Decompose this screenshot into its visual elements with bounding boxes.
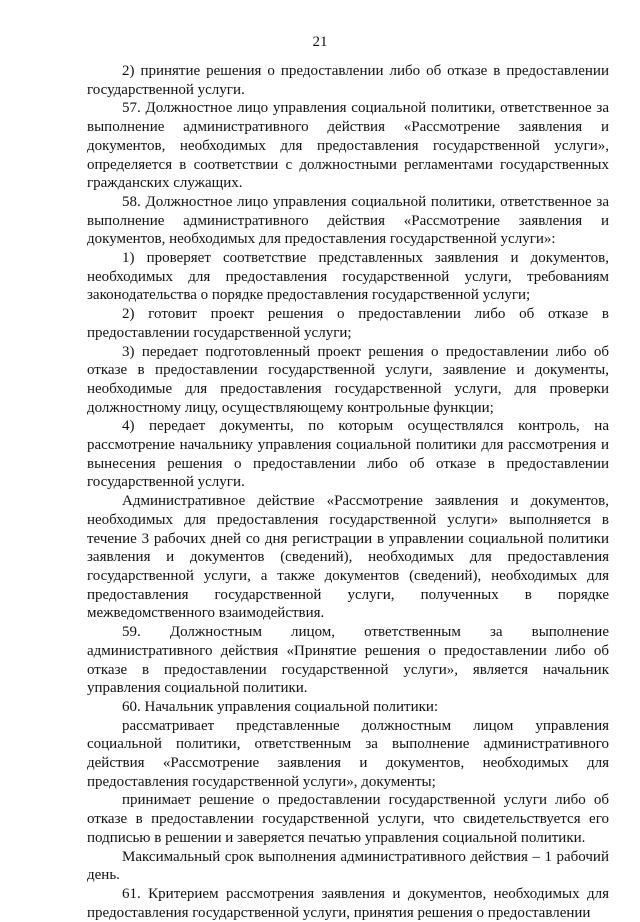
paragraph-58-item-4: 4) передает документы, по которым осуществлялся контроль, на рассмотрение начальнику управления социальной политики для рассмотрения и вынесения решения о предоставлении либо об отказе в предоставлении государственной услуги. — [87, 418, 609, 491]
page-number: 21 — [312, 34, 328, 50]
paragraph-item-2: 2) принятие решения о предоставлении либо об отказе в предоставлении государственной услуги. — [87, 63, 609, 98]
paragraph-60-reviews: рассматривает представленные должностным лицом управления социальной политики, ответственным за выполнение административного действия «Рассмотрение заявления и документов, необходимых для предоставления государственной услуги», документы; — [87, 717, 609, 790]
paragraph-58-item-2: 2) готовит проект решения о предоставлении либо об отказе в предоставлении государственной услуги; — [87, 306, 609, 341]
paragraph-57: 57. Должностное лицо управления социальной политики, ответственное за выполнение административного действия «Рассмотрение заявления и документов, необходимых для предоставления государственной услуги», определяется в соответствии с должностными регламентами государственных гражданских служащих. — [87, 100, 609, 192]
paragraph-60: 60. Начальник управления социальной политики: — [122, 698, 439, 715]
document-body — [87, 62, 609, 922]
paragraph-59: 59. Должностным лицом, ответственным за выполнение административного действия «Принятие решения о предоставлении либо об отказе в предоставлении государственной услуги», является начальник управления социальной политики. — [87, 624, 609, 697]
paragraph-max-term: Максимальный срок выполнения административного действия – 1 рабочий день. — [87, 848, 609, 884]
paragraph-61: 61. Критерием рассмотрения заявления и документов, необходимых для предоставления государственной услуги, принятия решения о предоставлении — [87, 885, 609, 921]
paragraph-58-item-1: 1) проверяет соответствие представленных заявления и документов, необходимых для предоставления государственной услуги, требованиям законодательства о порядке предоставления государственной услуги; — [87, 250, 609, 304]
paragraph-58: 58. Должностное лицо управления социальной политики, ответственное за выполнение административного действия «Рассмотрение заявления и документов, необходимых для предоставления государственной услуги»: — [87, 193, 609, 248]
paragraph-admin-action-term: Административное действие «Рассмотрение заявления и документов, необходимых для предоставления государственной услуги» выполняется в течение 3 рабочих дней со дня регистрации в управлении социальной политики заявления и документов (сведений), необходимых для предоставления государственной услуги, а также документов (сведений), необходимых для предоставления государственной услуги, полученных в порядке межведомственного взаимодействия. — [87, 493, 609, 622]
paragraph-60-decides: принимает решение о предоставлении государственной услуги либо об отказе в предоставлении государственной услуги, что свидетельствуется его подписью в решении и заверяется печатью управления социальной политики. — [87, 792, 609, 846]
paragraph-58-item-3: 3) передает подготовленный проект решения о предоставлении либо об отказе в предоставлении государственной услуги, заявление и документы, необходимые для предоставления государственной услуги, для проверки должностному лицу, осуществляющему контрольные функции; — [87, 343, 609, 416]
